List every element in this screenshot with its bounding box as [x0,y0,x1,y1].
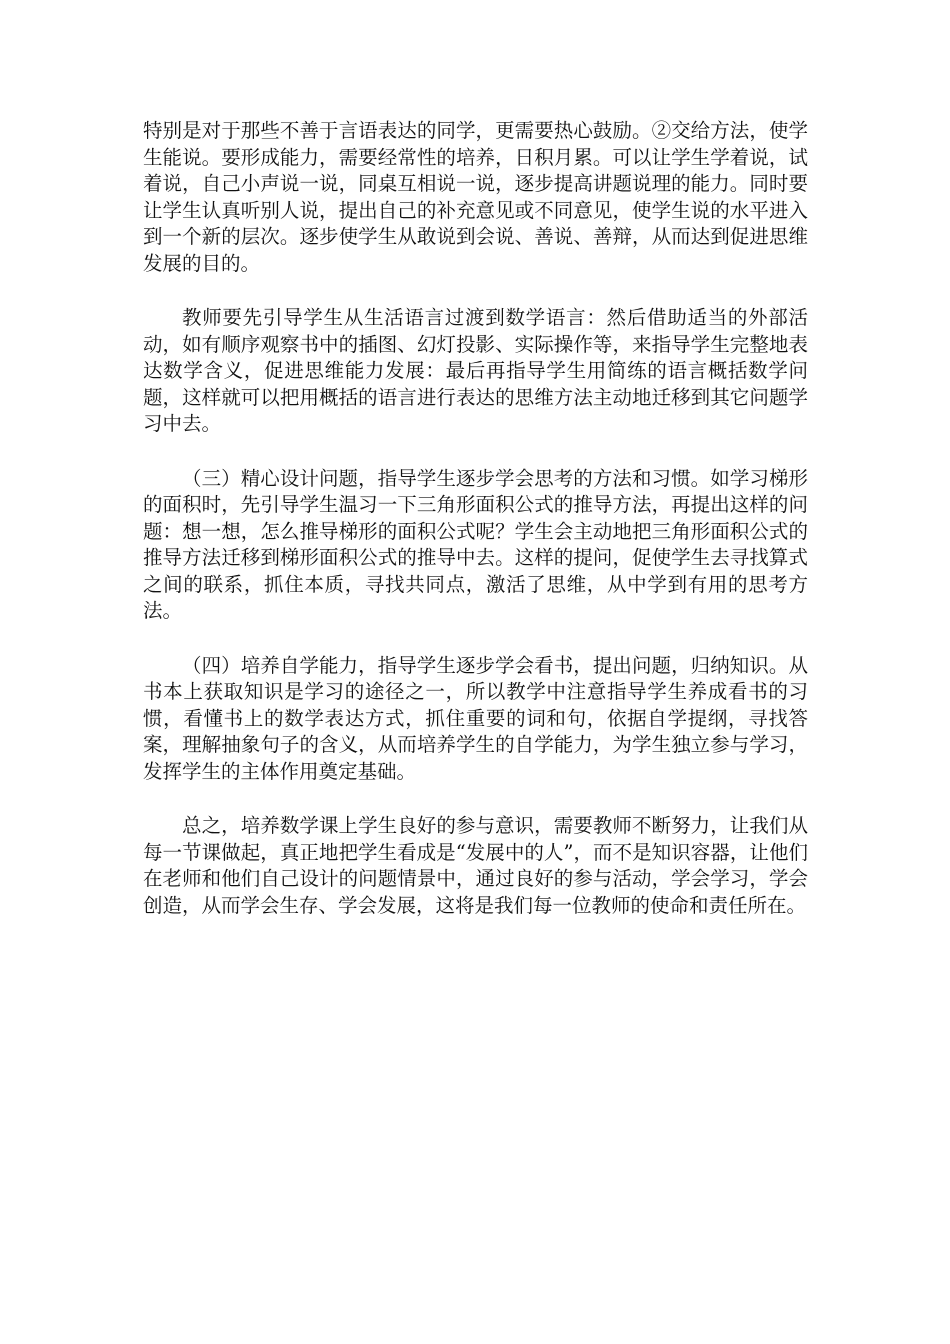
paragraph-2: 教师要先引导学生从生活语言过渡到数学语言：然后借助适当的外部活动，如有顺序观察书中的插图、幻灯投影、实际操作等，来指导学生完整地表达数学含义，促进思维能力发展：最后再指导学生用简练的语言概括数学问题，这样就可以把用概括的语言进行表达的思维方法主动地迁移到其它问题学习中去。 [143,306,808,435]
paragraph-5: 总之，培养数学课上学生良好的参与意识，需要教师不断努力，让我们从每一节课做起，真正地把学生看成是“发展中的人”，而不是知识容器，让他们在老师和他们自己设计的问题情景中，通过良好的参与活动，学会学习，学会创造，从而学会生存、学会发展，这将是我们每一位教师的使命和责任所在。 [143,814,808,917]
paragraph-1: 特别是对于那些不善于言语表达的同学，更需要热心鼓励。②交给方法，使学生能说。要形成能力，需要经常性的培养，日积月累。可以让学生学着说，试着说，自己小声说一说，同桌互相说一说，逐步提高讲题说理的能力。同时要让学生认真听别人说，提出自己的补充意见或不同意见，使学生说的水平进入到一个新的层次。逐步使学生从敢说到会说、善说、善辩，从而达到促进思维发展的目的。 [143,119,808,275]
paragraph-3: （三）精心设计问题，指导学生逐步学会思考的方法和习惯。如学习梯形的面积时，先引导学生温习一下三角形面积公式的推导方法，再提出这样的问题：想一想，怎么推导梯形的面积公式呢？学生会主动地把三角形面积公式的推导方法迁移到梯形面积公式的推导中去。这样的提问，促使学生去寻找算式之间的联系，抓住本质，寻找共同点，激活了思维，从中学到有用的思考方法。 [143,466,808,622]
paragraph-4: （四）培养自学能力，指导学生逐步学会看书，提出问题，归纳知识。从书本上获取知识是学习的途径之一，所以教学中注意指导学生养成看书的习惯，看懂书上的数学表达方式，抓住重要的词和句，依据自学提纲，寻找答案，理解抽象句子的含义，从而培养学生的自学能力，为学生独立参与学习，发挥学生的主体作用奠定基础。 [143,653,808,783]
document-body [143,118,808,947]
